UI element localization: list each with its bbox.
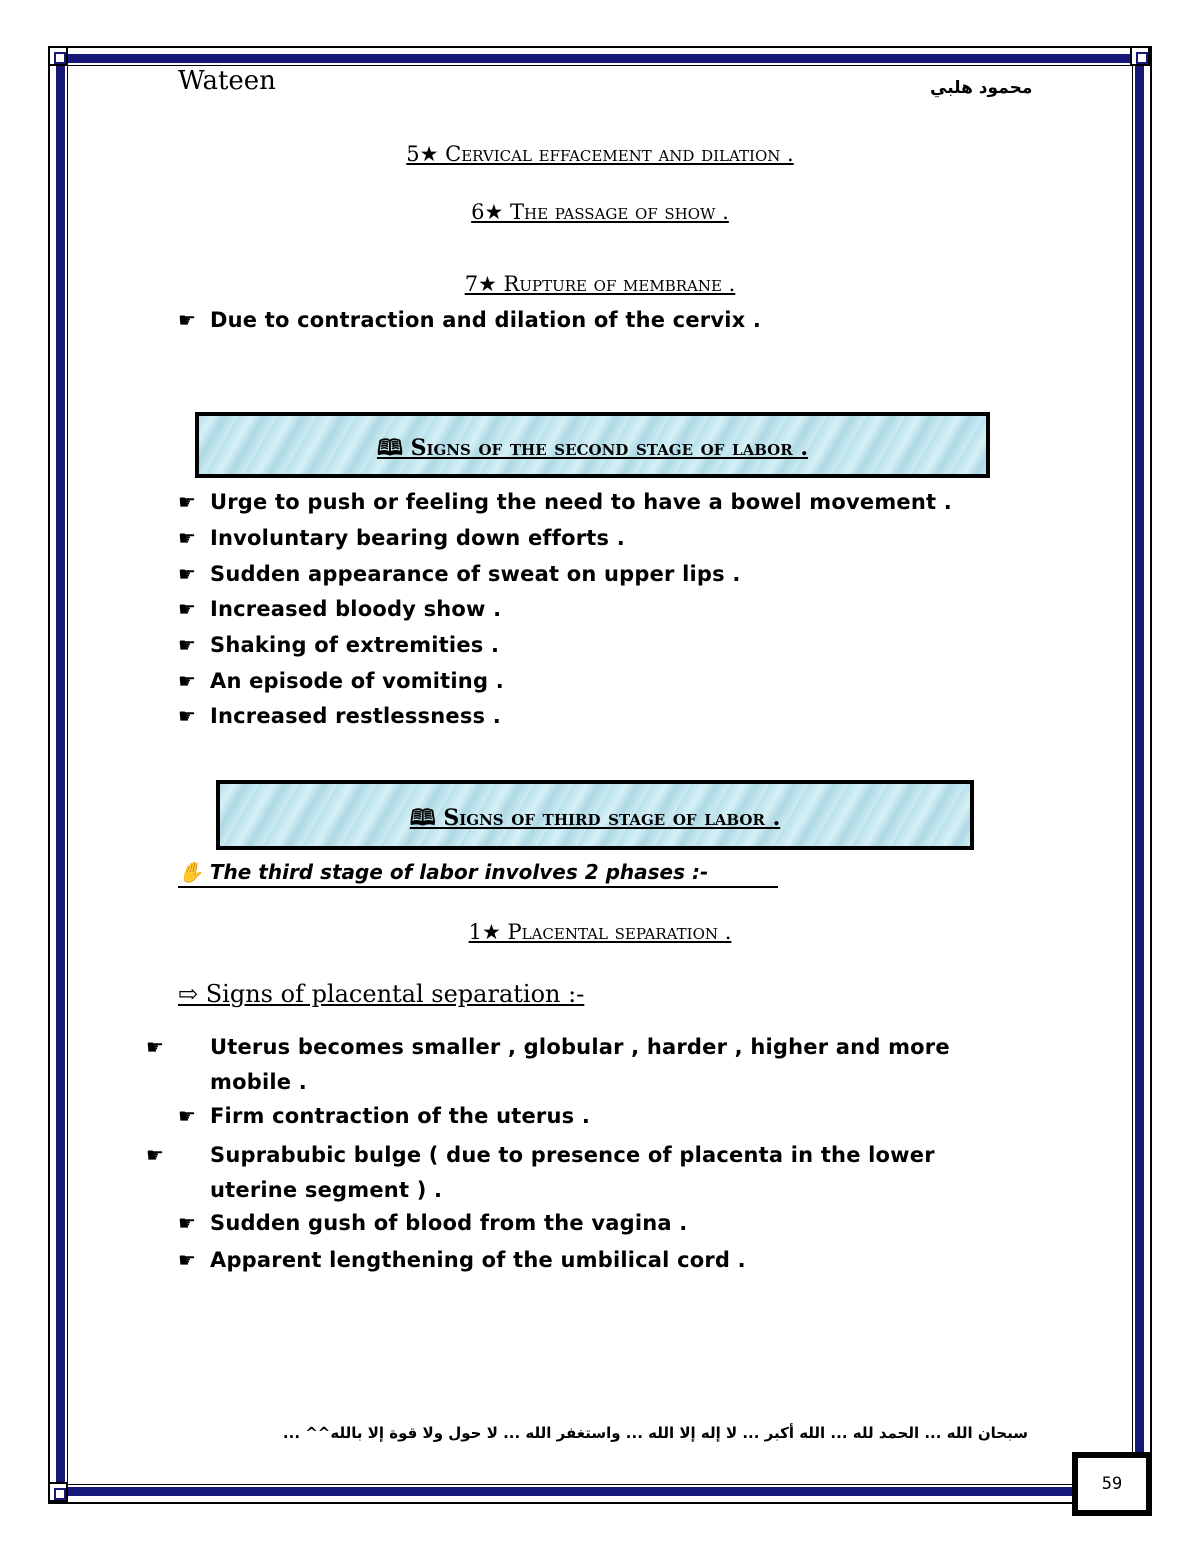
header-author-left: Wateen	[178, 66, 276, 96]
sub-heading-placental-signs: ⇨ Signs of placental separation :-	[178, 980, 585, 1008]
banner-third-stage-title: 🕮 Signs of third stage of labor .	[409, 805, 781, 831]
list-item: ☛ Involuntary bearing down efforts .	[178, 526, 625, 550]
list-item: ☛ Increased bloody show .	[178, 597, 502, 621]
banner-second-stage-title: 🕮 Signs of the second stage of labor .	[376, 435, 809, 461]
list-item: ☛ Firm contraction of the uterus .	[178, 1104, 591, 1128]
list-item: ☛ An episode of vomiting .	[178, 669, 504, 693]
banner-second-stage	[195, 412, 990, 478]
list-item: ☛ Shaking of extremities .	[178, 633, 500, 657]
pointing-hand-icon: ☛	[178, 633, 197, 657]
banner-third-stage	[216, 780, 974, 850]
pointing-hand-icon: ☛	[178, 597, 197, 621]
corner-ornament-bottom-left	[48, 1482, 68, 1502]
header-author-right: محمود هلبي	[930, 78, 1033, 98]
pointing-hand-icon: ☛	[146, 1143, 165, 1167]
list-item: ☛ Sudden appearance of sweat on upper lips .	[178, 562, 741, 586]
corner-ornament-top-right	[1130, 46, 1150, 66]
corner-ornament-top-left	[48, 46, 68, 66]
pointing-hand-icon: ☛	[178, 562, 197, 586]
pointing-hand-icon: ☛	[178, 704, 197, 728]
footer-dhikr: سبحان الله ... الحمد لله ... الله أكبر ... لا إله إلا الله ... واستغفر الله ... لا حول ولا قوة إلا بالله^^ ...	[282, 1424, 1028, 1442]
pointing-hand-icon: ☛	[178, 308, 197, 332]
list-item: ☛ Sudden gush of blood from the vagina .	[178, 1211, 688, 1235]
heading-rupture-membrane: 7★ Rupture of membrane .	[464, 272, 736, 296]
pointing-hand-icon: ☛	[178, 1248, 197, 1272]
pointing-hand-icon: ☛	[178, 526, 197, 550]
page-number: 59	[1072, 1452, 1152, 1516]
book-icon: 🕮	[409, 805, 444, 831]
third-stage-phases-note: ✋ The third stage of labor involves 2 phases :-	[178, 860, 778, 888]
list-item: ☛ Urge to push or feeling the need to have a bowel movement .	[178, 490, 952, 514]
pointing-hand-icon: ☛	[178, 669, 197, 693]
heading-placental-separation: 1★ Placental separation .	[468, 920, 732, 944]
pointing-hand-icon: ☛	[178, 490, 197, 514]
pointing-hand-icon: ☛	[178, 1211, 197, 1235]
pointing-hand-icon: ☛	[146, 1035, 165, 1059]
list-item: ☛ Suprabubic bulge ( due to presence of placenta in the lower uterine segment ) .	[178, 1138, 1000, 1208]
list-item: ☛ Increased restlessness .	[178, 704, 501, 728]
hand-icon: ✋	[178, 860, 210, 884]
rupture-note: ☛ Due to contraction and dilation of the cervix .	[178, 308, 762, 332]
heading-passage-of-show: 6★ The passage of show .	[471, 200, 729, 224]
list-item: ☛ Apparent lengthening of the umbilical cord .	[178, 1248, 746, 1272]
heading-cervical-effacement: 5★ Cervical effacement and dilation .	[406, 142, 794, 166]
list-item: ☛ Uterus becomes smaller , globular , harder , higher and more mobile .	[178, 1030, 1000, 1100]
pointing-hand-icon: ☛	[178, 1104, 197, 1128]
book-icon: 🕮	[376, 435, 411, 461]
